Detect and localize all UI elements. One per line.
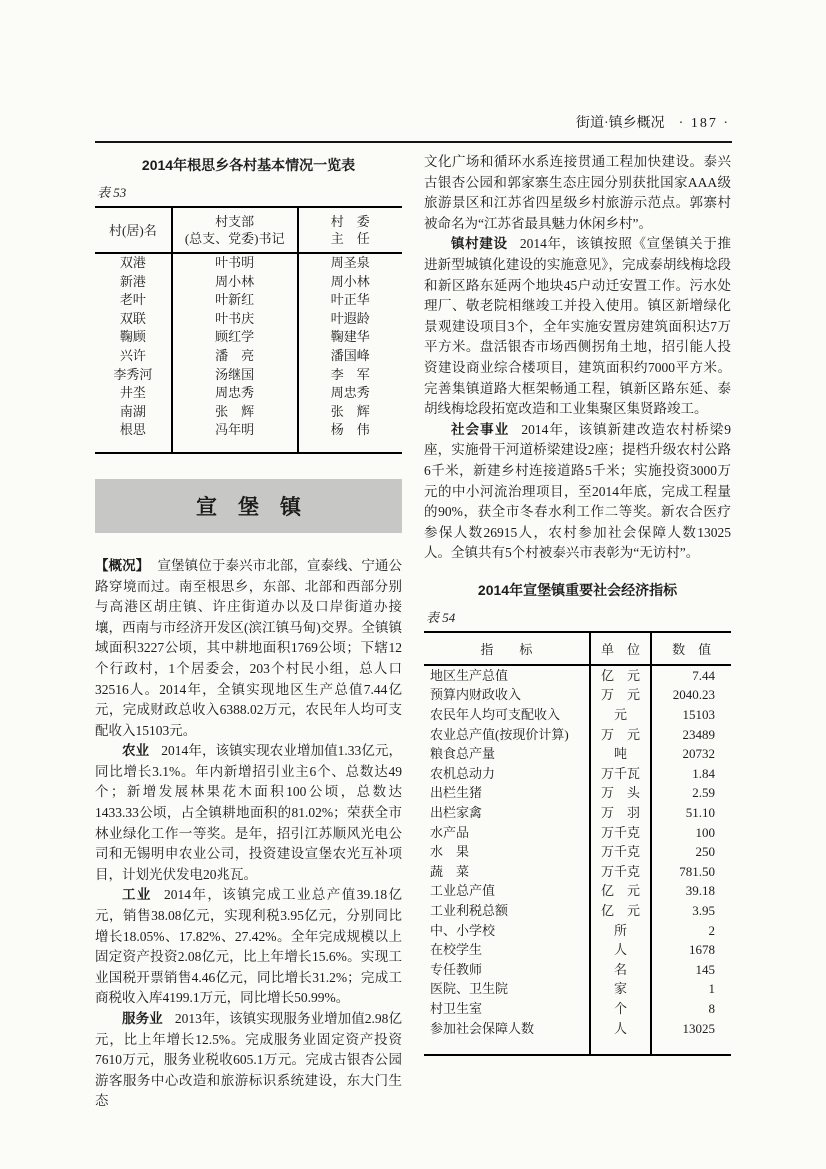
table54-row <box>424 881 731 901</box>
indicator-cell: 蔬 菜 <box>430 863 470 879</box>
agriculture-text: 2014年，该镇实现农业增加值1.33亿元，同比增长3.1%。年内新增招引业主6个、总数达49个；新增发展林果花木面积100公顷，总数达1433.33公顷，占全镇耕地面积的81.02%；荣获全市林业绿化工作一等奖。是年，招引江苏顺风光电公司和无锡明申农业公司，投资建设宣堡农光互补项目，计划光伏发电20兆瓦。 <box>95 743 403 882</box>
section-heading-xuanbao-town <box>95 479 402 533</box>
indicator-cell: 参加社会保障人数 <box>430 1020 535 1036</box>
director-name-cell: 周忠秀 <box>298 384 402 403</box>
page-content <box>95 112 732 1112</box>
village-name-cell: 兴许 <box>119 347 146 363</box>
paragraph-services-continuation: 文化广场和循环水系连接贯通工程加快建设。泰兴古银杏公园和郭家寨生态庄园分别获批国家AAA级旅游景区和江苏省四星级乡村旅游示范点。郭寨村被命名为“江苏省最具魅力休闲乡村”。 <box>424 154 731 231</box>
indicator-cell: 出栏生猪 <box>430 785 483 801</box>
secretary-name-cell: 潘 亮 <box>172 347 298 366</box>
industry-label: 工业 <box>122 887 152 903</box>
table54-row <box>424 725 731 745</box>
secretary-name-cell: 冯年明 <box>172 421 298 453</box>
value-cell: 3.95 <box>651 901 731 921</box>
table54-header-value: 数 值 <box>651 632 731 665</box>
village-name-cell: 李秀河 <box>113 366 153 382</box>
village-name-cell: 新港 <box>119 273 146 289</box>
village-name-cell: 南湖 <box>119 403 146 419</box>
table54-row <box>424 979 731 999</box>
table54-row <box>424 1019 731 1056</box>
table53-row <box>95 273 402 292</box>
table53-row <box>95 328 402 347</box>
indicator-cell: 出栏家禽 <box>430 805 483 821</box>
unit-cell: 万千克 <box>590 862 651 882</box>
table54-row <box>424 783 731 803</box>
two-column-layout <box>95 152 732 1112</box>
value-cell: 7.44 <box>651 665 731 686</box>
unit-cell: 亿 元 <box>590 665 651 686</box>
table54-row <box>424 921 731 941</box>
table53-row <box>95 291 402 310</box>
indicator-cell: 预算内财政收入 <box>430 687 522 703</box>
unit-cell: 吨 <box>590 744 651 764</box>
value-cell: 2 <box>651 921 731 941</box>
value-cell: 1.84 <box>651 764 731 784</box>
table54-header-unit: 单 位 <box>590 632 651 665</box>
table54-row <box>424 744 731 764</box>
running-header <box>95 112 732 141</box>
indicator-cell: 农民年人均可支配收入 <box>430 707 561 723</box>
indicator-cell: 粮食总产量 <box>430 746 496 762</box>
table53-row <box>95 366 402 385</box>
indicator-cell: 农机总动力 <box>430 765 496 781</box>
indicator-cell: 工业利税总额 <box>430 903 509 918</box>
table53-row <box>95 403 402 422</box>
table54-label: 表 54 <box>426 609 456 625</box>
indicator-cell: 水产品 <box>430 824 470 840</box>
unit-cell: 万 元 <box>590 685 651 705</box>
right-column <box>424 152 731 1112</box>
paragraph-agriculture <box>95 741 402 885</box>
village-name-cell: 鞠顾 <box>119 329 146 345</box>
table53-row <box>95 347 402 366</box>
unit-cell: 个 <box>590 999 651 1019</box>
header-rule <box>95 141 732 143</box>
value-cell: 13025 <box>651 1019 731 1056</box>
indicator-cell: 工业总产值 <box>430 883 496 899</box>
value-cell: 1678 <box>651 940 731 960</box>
secretary-name-cell: 叶书庆 <box>172 310 298 329</box>
social-services-label: 社会事业 <box>451 421 510 437</box>
director-name-cell: 周小林 <box>298 273 402 292</box>
unit-cell: 人 <box>590 1019 651 1056</box>
director-name-cell: 叶正华 <box>298 291 402 310</box>
value-cell: 20732 <box>651 744 731 764</box>
unit-cell: 万千瓦 <box>590 764 651 784</box>
director-name-cell: 周圣泉 <box>298 253 402 273</box>
table54-title: 2014年宣堡镇重要社会经济指标 <box>477 581 678 598</box>
table54-row <box>424 862 731 882</box>
left-column <box>95 152 402 1112</box>
value-cell: 2040.23 <box>651 685 731 705</box>
overview-text: 宣堡镇位于泰兴市北部，宣泰线、宁通公路穿境而过。南至根思乡，东部、北部和西部分别与高港区胡庄镇、许庄街道办以及口岸街道办接壤，西南与市经济开发区(滨江镇马甸)交界。全镇镇域面积3227公顷，其中耕地面积1769公顷；下辖12个行政村，1个居委会，203个村民小组，总人口32516人。2014年，全镇实现地区生产总值7.44亿元，完成财政总收入6388.02万元，农民年人均可支配收入15103元。 <box>95 557 403 738</box>
indicator-cell: 地区生产总值 <box>430 667 509 683</box>
value-cell: 781.50 <box>651 862 731 882</box>
secretary-name-cell: 顾红学 <box>172 328 298 347</box>
director-name-cell: 李 军 <box>298 366 402 385</box>
table53-header-village: 村(居)名 <box>95 207 172 253</box>
agriculture-label: 农业 <box>122 743 150 759</box>
unit-cell: 万 元 <box>590 725 651 745</box>
value-cell: 39.18 <box>651 881 731 901</box>
overview-label: 【概况】 <box>95 557 150 573</box>
services-text: 2013年，该镇实现服务业增加值2.98亿元，比上年增长12.5%。完成服务业固定资产投资7610万元，服务业税收605.1万元。完成古银杏公园游客服务中心改造和旅游标识系统建设，东大门生态 <box>95 1011 403 1109</box>
section-heading-text: 宣 堡 镇 <box>196 495 301 519</box>
table54-block <box>424 580 731 1056</box>
unit-cell: 万千克 <box>590 823 651 843</box>
unit-cell: 名 <box>590 960 651 980</box>
secretary-name-cell: 叶新红 <box>172 291 298 310</box>
village-name-cell: 老叶 <box>119 292 146 308</box>
indicator-cell: 村卫生室 <box>430 1000 483 1016</box>
running-head-title: 街道·镇乡概况 <box>576 116 665 131</box>
town-construction-label: 镇村建设 <box>451 236 508 252</box>
director-name-cell: 张 辉 <box>298 403 402 422</box>
value-cell: 145 <box>651 960 731 980</box>
table53-header-secretary: 村支部 (总支、党委)书记 <box>172 207 298 253</box>
paragraph-social-services <box>424 420 731 564</box>
table54-row <box>424 685 731 705</box>
paragraph-services <box>95 1009 402 1112</box>
table54-economic-indicators <box>424 631 731 1056</box>
table53-row <box>95 310 402 329</box>
table53-row <box>95 384 402 403</box>
table54-row <box>424 901 731 921</box>
secretary-name-cell: 汤继国 <box>172 366 298 385</box>
indicator-cell: 中、小学校 <box>430 922 496 938</box>
village-name-cell: 根思 <box>119 422 146 438</box>
unit-cell: 万 羽 <box>590 803 651 823</box>
village-name-cell: 双港 <box>119 255 146 270</box>
secretary-name-cell: 周小林 <box>172 273 298 292</box>
industry-text: 2014年，该镇完成工业总产值39.18亿元，销售38.08亿元，实现利税3.95亿元，分别同比增长18.05%、17.82%、27.42%。全年完成规模以上固定资产投资2.08亿元，比上年增长15.6%。实现工业国税开票销售4.46亿元，同比增长31.2%；完成工商税收入库4199.1万元，同比增长50.99%。 <box>95 887 403 1006</box>
secretary-name-cell: 张 辉 <box>172 403 298 422</box>
value-cell: 8 <box>651 999 731 1019</box>
unit-cell: 所 <box>590 921 651 941</box>
town-construction-text: 2014年，该镇按照《宣堡镇关于推进新型城镇化建设的实施意见》，完成泰胡线梅埝段和新区路东延两个地块45户动迁安置工作。污水处理厂、敬老院相继竣工并投入使用。镇区新增绿化景观建设项目3个，全年实施安置房建筑面积达7万平方米。盘活银杏市场西侧拐角土地，招引能人投资建设商业综合楼项目，建筑面积约7000平方米。完善集镇道路大框架畅通工程，镇新区路东延、泰胡线梅埝段拓宽改造和工业集聚区集贤路竣工。 <box>424 236 732 417</box>
table53-row <box>95 421 402 453</box>
unit-cell: 人 <box>590 940 651 960</box>
table53-header-row <box>95 207 402 253</box>
paragraph-industry <box>95 885 402 1009</box>
indicator-cell: 农业总产值(按现价计算) <box>430 726 569 742</box>
services-label: 服务业 <box>122 1011 163 1026</box>
director-name-cell: 叶遐龄 <box>298 310 402 329</box>
paragraph-overview <box>95 556 402 741</box>
secretary-name-cell: 周忠秀 <box>172 384 298 403</box>
value-cell: 15103 <box>651 705 731 725</box>
director-name-cell: 鞠建华 <box>298 328 402 347</box>
unit-cell: 万千克 <box>590 842 651 862</box>
village-name-cell: 井坔 <box>119 385 146 401</box>
unit-cell: 亿 元 <box>590 901 651 921</box>
table54-row <box>424 665 731 686</box>
table54-header-indicator: 指 标 <box>424 632 590 665</box>
table54-row <box>424 960 731 980</box>
table54-row <box>424 823 731 843</box>
page-number: · 187 · <box>678 116 730 131</box>
director-name-cell: 杨 伟 <box>298 421 402 453</box>
table54-row <box>424 764 731 784</box>
indicator-cell: 在校学生 <box>430 942 483 958</box>
unit-cell: 亿 元 <box>590 881 651 901</box>
table54-row <box>424 842 731 862</box>
table54-row <box>424 940 731 960</box>
table53-row <box>95 253 402 273</box>
unit-cell: 家 <box>590 979 651 999</box>
social-services-text: 2014年，该镇新建改造农村桥梁9座，实施骨干河道桥梁建设2座；提档升级农村公路6千米，新建乡村连接道路5千米；实施投资3000万元的中小河流治理项目，至2014年底，完成工程量的90%，获全市冬春水利工作二等奖。新农合医疗参保人数26915人，农村参加社会保障人数13025人。全镇共有5个村被泰兴市表彰为“无访村”。 <box>424 421 732 561</box>
indicator-cell: 专任教师 <box>430 961 483 977</box>
village-name-cell: 双联 <box>119 310 146 326</box>
value-cell: 100 <box>651 823 731 843</box>
table53-village-roster <box>95 206 402 454</box>
value-cell: 250 <box>651 842 731 862</box>
table53-header-director: 村 委 主 任 <box>298 207 402 253</box>
table54-header-row <box>424 632 731 665</box>
table53-title: 2014年根思乡各村基本情况一览表 <box>141 157 356 173</box>
value-cell: 23489 <box>651 725 731 745</box>
value-cell: 51.10 <box>651 803 731 823</box>
unit-cell: 元 <box>590 705 651 725</box>
paragraph-town-construction <box>424 234 731 419</box>
indicator-cell: 医院、卫生院 <box>430 981 509 997</box>
unit-cell: 万 头 <box>590 783 651 803</box>
value-cell: 2.59 <box>651 783 731 803</box>
secretary-name-cell: 叶书明 <box>172 253 298 273</box>
table53-label: 表 53 <box>97 185 127 200</box>
table54-row <box>424 705 731 725</box>
table54-row <box>424 999 731 1019</box>
indicator-cell: 水 果 <box>430 844 470 860</box>
director-name-cell: 潘国峰 <box>298 347 402 366</box>
table54-row <box>424 803 731 823</box>
value-cell: 1 <box>651 979 731 999</box>
